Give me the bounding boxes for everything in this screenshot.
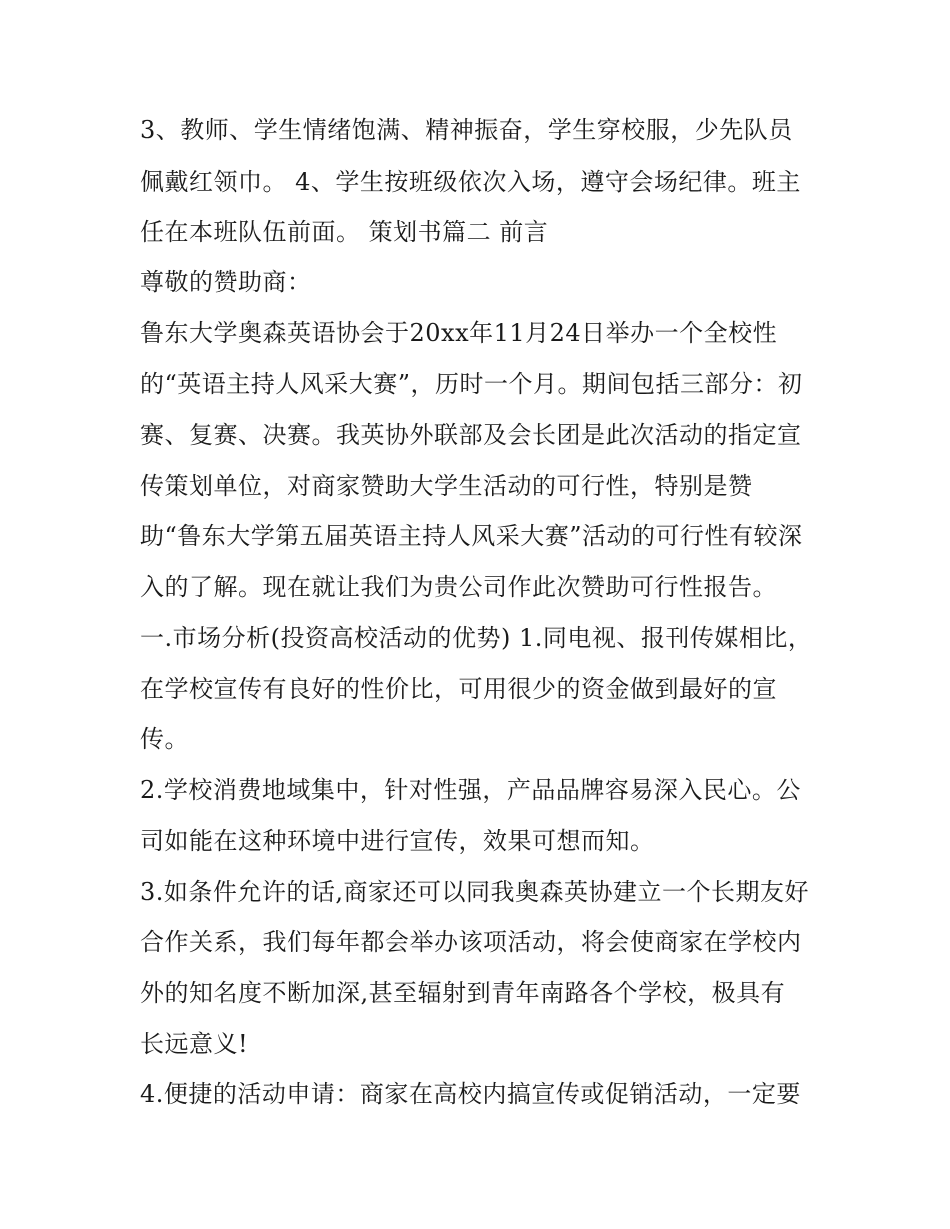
text-line: 助“鲁东大学第五届英语主持人风采大赛”活动的可行性有较深	[140, 522, 803, 550]
text-line: 赛、复赛、决赛。我英协外联部及会长团是此次活动的指定宣	[140, 421, 802, 449]
text-line: 入的了解。现在就让我们为贵公司作此次赞助可行性报告。	[140, 573, 777, 601]
text-line: 尊敬的赞助商：	[140, 268, 312, 296]
text-line: 传策划单位，对商家赞助大学生活动的可行性，特别是赞	[140, 472, 753, 500]
text-line: 司如能在这种环境中进行宣传，效果可想而知。	[140, 827, 655, 855]
text-line: 2.学校消费地域集中，针对性强，产品品牌容易深入民心。公	[140, 776, 801, 804]
text-line: 的“英语主持人风采大赛”，历时一个月。期间包括三部分：初	[140, 370, 803, 398]
text-line: 佩戴红领巾。 4、学生按班级依次入场，遵守会场纪律。班主	[140, 168, 801, 196]
text-line: 3、教师、学生情绪饱满、精神振奋，学生穿校服，少先队员	[140, 116, 793, 144]
text-line: 外的知名度不断加深,甚至辐射到青年南路各个学校，极具有	[140, 979, 786, 1007]
text-line: 3.如条件允许的话,商家还可以同我奥森英协建立一个长期友好	[140, 878, 810, 906]
text-line: 传。	[140, 725, 189, 753]
text-line: 鲁东大学奥森英语协会于20xx年11月24日举办一个全校性	[140, 319, 778, 347]
text-line: 长远意义!	[140, 1030, 249, 1058]
text-line: 任在本班队伍前面。 策划书篇二 前言	[140, 218, 549, 246]
text-line: 在学校宣传有良好的性价比，可用很少的资金做到最好的宣	[140, 675, 777, 703]
text-line: 4.便捷的活动申请：商家在高校内搞宣传或促销活动，一定要	[140, 1080, 801, 1108]
text-line: 一.市场分析(投资高校活动的优势) 1.同电视、报刊传媒相比，	[140, 624, 813, 652]
text-line: 合作关系，我们每年都会举办该项活动，将会使商家在学校内	[140, 928, 802, 956]
